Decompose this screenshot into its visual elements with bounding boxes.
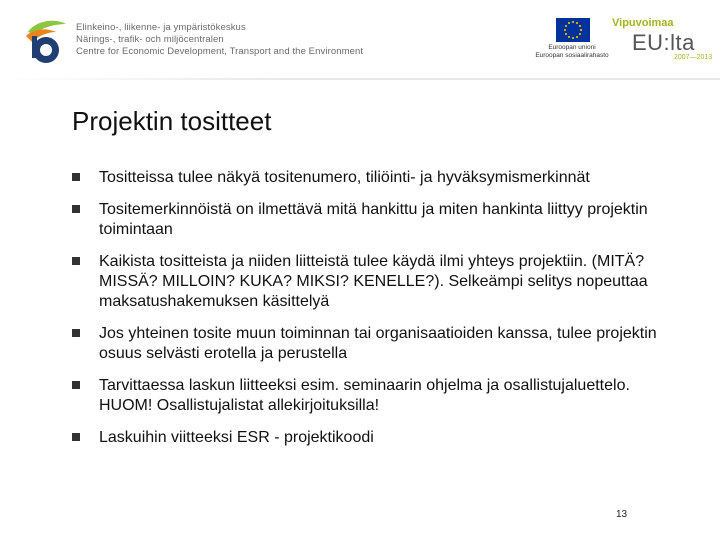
ely-name-english: Centre for Economic Development, Transport and the Environment bbox=[76, 46, 364, 57]
page-number: 13 bbox=[616, 509, 628, 520]
bullet-text: Kaikista tositteista ja niiden liitteistä tulee käydä ilmi yhteys projektiin. (MITÄ? MISSÄ? MILLOIN? KUKA? MIKSI? KENELLE?). Selkeämpi selitys nopeuttaa maksatushakemuksen käsittelyä bbox=[99, 253, 648, 310]
slide-header bbox=[0, 0, 720, 80]
square-bullet-icon bbox=[72, 173, 80, 181]
bullet-text: Tositemerkinnöistä on ilmettävä mitä hankittu ja miten hankinta liittyy projektin toimintaan bbox=[99, 201, 648, 238]
bullet-item bbox=[72, 324, 672, 364]
eu-caption-union: Euroopan unioni bbox=[548, 44, 596, 51]
bullet-item bbox=[72, 200, 672, 240]
program-logo-text: EU:lta bbox=[632, 30, 695, 55]
program-name: Vipuvoimaa bbox=[612, 17, 674, 29]
square-bullet-icon bbox=[72, 433, 80, 441]
ely-logo-icon bbox=[22, 18, 70, 66]
eu-flag-icon bbox=[556, 18, 590, 42]
bullet-list bbox=[72, 168, 672, 448]
bullet-item bbox=[72, 428, 672, 448]
eu-caption-fund: Euroopan sosiaalirahasto bbox=[535, 52, 609, 59]
bullet-text: Laskuihin viitteeksi ESR - projektikoodi bbox=[99, 429, 374, 446]
bullet-text: Tositteissa tulee näkyä tositenumero, tiliöinti- ja hyväksymismerkinnät bbox=[99, 169, 590, 186]
program-years: 2007—2013 bbox=[674, 54, 713, 61]
bullet-item bbox=[72, 168, 672, 188]
bullet-item bbox=[72, 376, 672, 416]
square-bullet-icon bbox=[72, 329, 80, 337]
ely-name-swedish: Närings-, trafik- och miljöcentralen bbox=[76, 34, 224, 45]
square-bullet-icon bbox=[72, 205, 80, 213]
bullet-text: Jos yhteinen tosite muun toiminnan tai organisaatioiden kanssa, tulee projektin osuus selvästi erotella ja perustella bbox=[99, 325, 657, 362]
square-bullet-icon bbox=[72, 257, 80, 265]
bullet-text: Tarvittaessa laskun liitteeksi esim. seminaarin ohjelma ja osallistujaluettelo. HUOM! Osallistujalistat allekirjoituksilla! bbox=[99, 377, 630, 414]
eu-flag-caption bbox=[516, 44, 628, 60]
slide-title: Projektin tositteet bbox=[72, 106, 272, 136]
bullet-item bbox=[72, 252, 672, 312]
ely-name-finnish: Elinkeino-, liikenne- ja ympäristökeskus bbox=[76, 22, 246, 33]
header-divider bbox=[0, 78, 720, 80]
square-bullet-icon bbox=[72, 381, 80, 389]
ely-organization-name bbox=[76, 22, 363, 58]
